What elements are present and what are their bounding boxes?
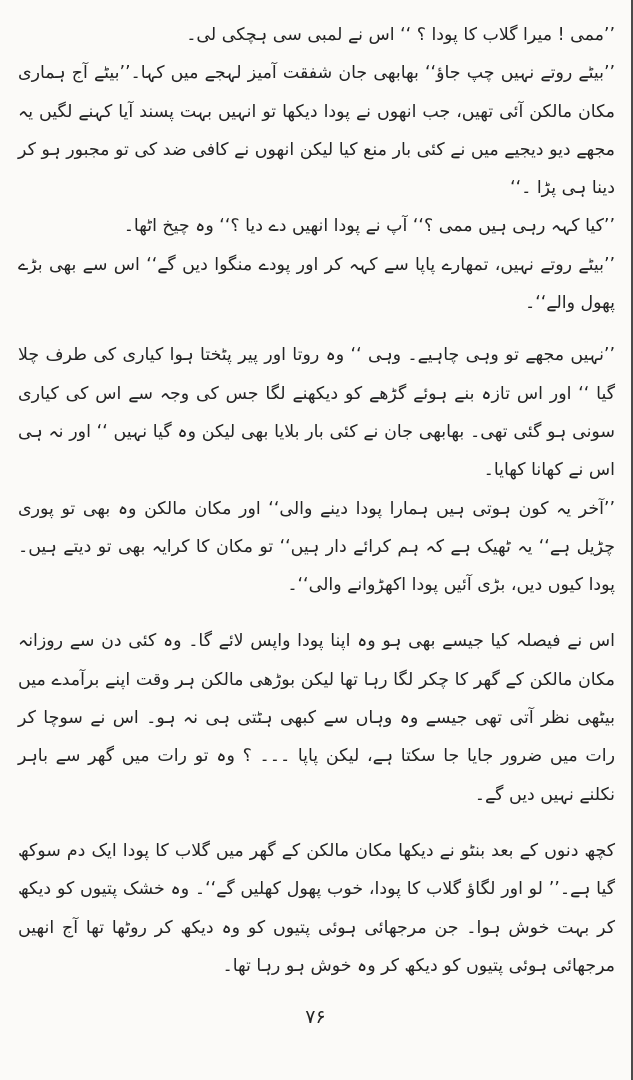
paragraph-4: ’’بیٹے روتے نہیں، تمھارے پاپا سے کہہ کر اور پودے منگوا دیں گے‘‘ اس سے بھی بڑے پھول والے‘‘۔ [18,254,615,314]
paragraph-7: اس نے فیصلہ کیا جیسے بھی ہو وہ اپنا پودا واپس لائے گا۔ وہ کئی دن سے روزانہ مکان مالکن کے گھر کا چکر لگا رہا تھا لیکن بوڑھی مالکن ہر وقت اپنے برآمدے میں بیٹھی نظر آتی تھی جیسے وہ وہاں سے کبھی ہٹتی ہی نہ ہو۔ اس نے سوچا کر رات میں ضرور جایا جا سکتا ہے، لیکن پاپا ۔۔۔ ؟ وہ تو رات میں گھر سے باہر نکلنے نہیں دیں گے۔ [18,631,615,805]
paragraph-1: ’’ممی ! میرا گلاب کا پودا ؟ ‘‘ اس نے لمبی سی ہچکی لی۔ [186,25,615,45]
paragraph-8: کچھ دنوں کے بعد بنٹو نے دیکھا مکان مالکن کے گھر میں گلاب کا پودا ایک دم سوکھ گیا ہے۔’’ لو اور لگاؤ گلاب کا پودا، خوب پھول کھلیں گے‘‘۔ وہ خشک پتیوں کو دیکھ کر بہت خوش ہوا۔ جن مرجھائی ہوئی پتیوں کو وہ دیکھ کر روٹھا تھا آج انھیں مرجھائی ہوئی پتیوں کو دیکھ کر وہ خوش ہو رہا تھا۔ [18,840,615,976]
paragraph-5: ’’نہیں مجھے تو وہی چاہیے۔ وہی ‘‘ وہ روتا اور پیر پٹختا ہوا کیاری کی طرف چلا گیا ‘‘ اور اس تازہ بنے ہوئے گڑھے کو دیکھنے لگا جس کی وجہ سے اس کی کیاری سونی ہو گئی تھی۔ بھابھی جان نے کئی بار بلایا بھی لیکن وہ گیا نہیں ‘‘ اور نہ ہی اس نے کھانا کھایا۔ [18,345,615,481]
story-text [18,16,615,985]
paragraph-2: ’’بیٹے روتے نہیں چپ جاؤ‘‘ بھابھی جان شفقت آمیز لہجے میں کہا۔’’بیٹے آج ہماری مکان مالکن آئی تھیں، جب انھوں نے پودا دیکھا تو انہیں بہت پسند آیا کہنے لگیں یہ مجھے دیو دیجیے میں نے کئی بار منع کیا لیکن انھوں نے کافی ضد کی تو مجبور ہو کر دینا ہی پڑا ۔‘‘ [18,63,615,199]
page-number: ۷۶ [305,1006,326,1028]
paragraph-6: ’’آخر یہ کون ہوتی ہیں ہمارا پودا دینے والی‘‘ اور مکان مالکن وہ بھی تو پوری چڑیل ہے‘‘ یہ ٹھیک ہے کہ ہم کرائے دار ہیں‘‘ تو مکان کا کرایہ بھی تو دیتے ہیں۔ پودا کیوں دیں، بڑی آئیں پودا اکھڑوانے والی‘‘۔ [18,498,615,596]
paragraph-3: ’’کیا کہہ رہی ہیں ممی ؟‘‘ آپ نے پودا انھیں دے دیا ؟‘‘ وہ چیخ اٹھا۔ [123,216,615,237]
